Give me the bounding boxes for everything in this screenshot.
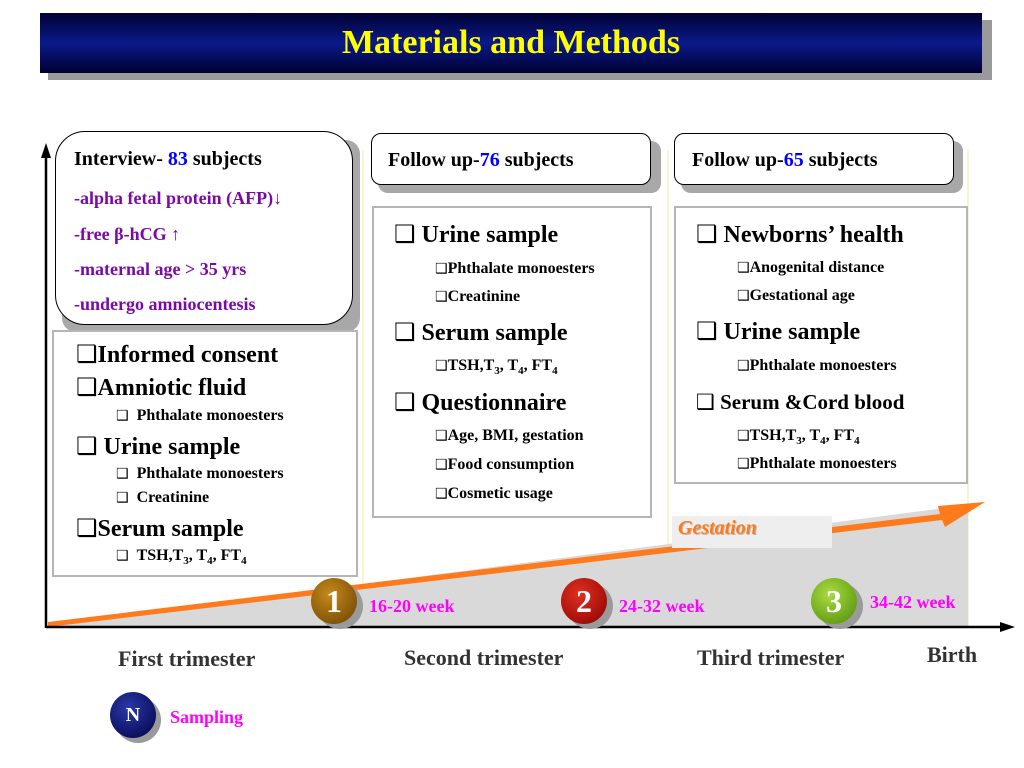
- amniotic-sub-phthalate: ❑ Phthalate monoesters: [116, 407, 284, 424]
- marker-2-weeks: 24-32 week: [619, 596, 705, 616]
- serum1-sub-text: $TSH,T_3$, $T_4$, $FT_4$: [136, 547, 247, 568]
- item-amniotic-fluid: ❑Amniotic fluid: [76, 373, 247, 401]
- page-title: Materials and Methods: [341, 24, 681, 61]
- followup2-count: 65: [783, 149, 804, 171]
- item-urine-sample-3: ❑ Urine sample: [696, 317, 861, 345]
- marker-1-weeks: 16-20 week: [369, 596, 455, 616]
- serum3-sub-thyroid: $❑TSH,T_3$, $T_4$, $FT_4$: [737, 427, 860, 448]
- item-newborns-health: ❑ Newborns’ health: [696, 220, 904, 248]
- interview-heading: Interview- 83 subjects: [74, 148, 262, 170]
- item-urine-sample-2: ❑ Urine sample: [394, 220, 559, 248]
- y-axis-arrowhead: [41, 143, 51, 158]
- questionnaire-sub-food: ❑Food consumption: [435, 456, 575, 473]
- item-urine-sample-1: ❑ Urine sample: [76, 432, 241, 460]
- newborn-sub-anogenital: ❑Anogenital distance: [737, 259, 885, 276]
- urine2-sub-phthalate: ❑Phthalate monoesters: [435, 260, 595, 277]
- newborn-sub-gestational-age: ❑Gestational age: [737, 287, 855, 304]
- x-axis-arrowhead: [1000, 622, 1015, 632]
- item-serum-sample-2: ❑ Serum sample: [394, 318, 568, 346]
- gestation-label: Gestation: [678, 517, 757, 539]
- label-birth: Birth: [927, 642, 978, 667]
- serum1-sub-thyroid: ❑ $TSH,T_3$, $T_4$, $FT_4$: [116, 547, 247, 568]
- serum2-sub-thyroid: $❑TSH,T_3$, $T_4$, $FT_4$: [435, 357, 558, 378]
- sampling-marker-2: 2: [561, 578, 607, 624]
- item-questionnaire: ❑ Questionnaire: [394, 388, 567, 416]
- followup1-count: 76: [479, 149, 500, 171]
- questionnaire-sub-age: ❑Age, BMI, gestation: [435, 427, 584, 444]
- marker-3-weeks: 34-42 week: [870, 592, 956, 612]
- serum2-sub-text: $TSH,T_3$, $T_4$, $FT_4$: [447, 357, 558, 378]
- urine3-sub-phthalate: ❑Phthalate monoesters: [737, 357, 897, 374]
- criterion-hcg: -free β-hCG ↑: [74, 224, 181, 244]
- item-serum-sample-1: ❑Serum sample: [76, 514, 244, 542]
- sampling-marker-3: 3: [811, 578, 857, 624]
- criterion-amniocentesis: -undergo amniocentesis: [74, 294, 256, 314]
- criterion-age: -maternal age > 35 yrs: [74, 259, 247, 279]
- item-informed-consent: ❑Informed consent: [76, 340, 279, 368]
- serum3-sub-phthalate: ❑Phthalate monoesters: [737, 455, 897, 472]
- serum3-sub-text: $TSH,T_3$, $T_4$, $FT_4$: [749, 427, 860, 448]
- legend-marker: N: [110, 692, 156, 738]
- sampling-marker-1: 1: [311, 578, 357, 624]
- label-first-trimester: First trimester: [118, 646, 256, 671]
- criterion-afp: -alpha fetal protein (AFP)↓: [74, 188, 283, 208]
- urine2-sub-creatinine: ❑Creatinine: [435, 288, 521, 305]
- label-second-trimester: Second trimester: [404, 645, 564, 670]
- item-serum-cord-blood: ❑ Serum &Cord blood: [696, 390, 905, 414]
- followup2-heading: Follow up-65 subjects: [692, 149, 878, 171]
- urine1-sub-phthalate: ❑ Phthalate monoesters: [116, 465, 284, 482]
- questionnaire-sub-cosmetic: ❑Cosmetic usage: [435, 485, 553, 502]
- urine1-sub-creatinine: ❑ Creatinine: [116, 489, 210, 506]
- followup1-heading: Follow up-76 subjects: [388, 149, 574, 171]
- interview-count: 83: [167, 148, 188, 170]
- legend-label: Sampling: [170, 707, 244, 727]
- label-third-trimester: Third trimester: [697, 645, 845, 670]
